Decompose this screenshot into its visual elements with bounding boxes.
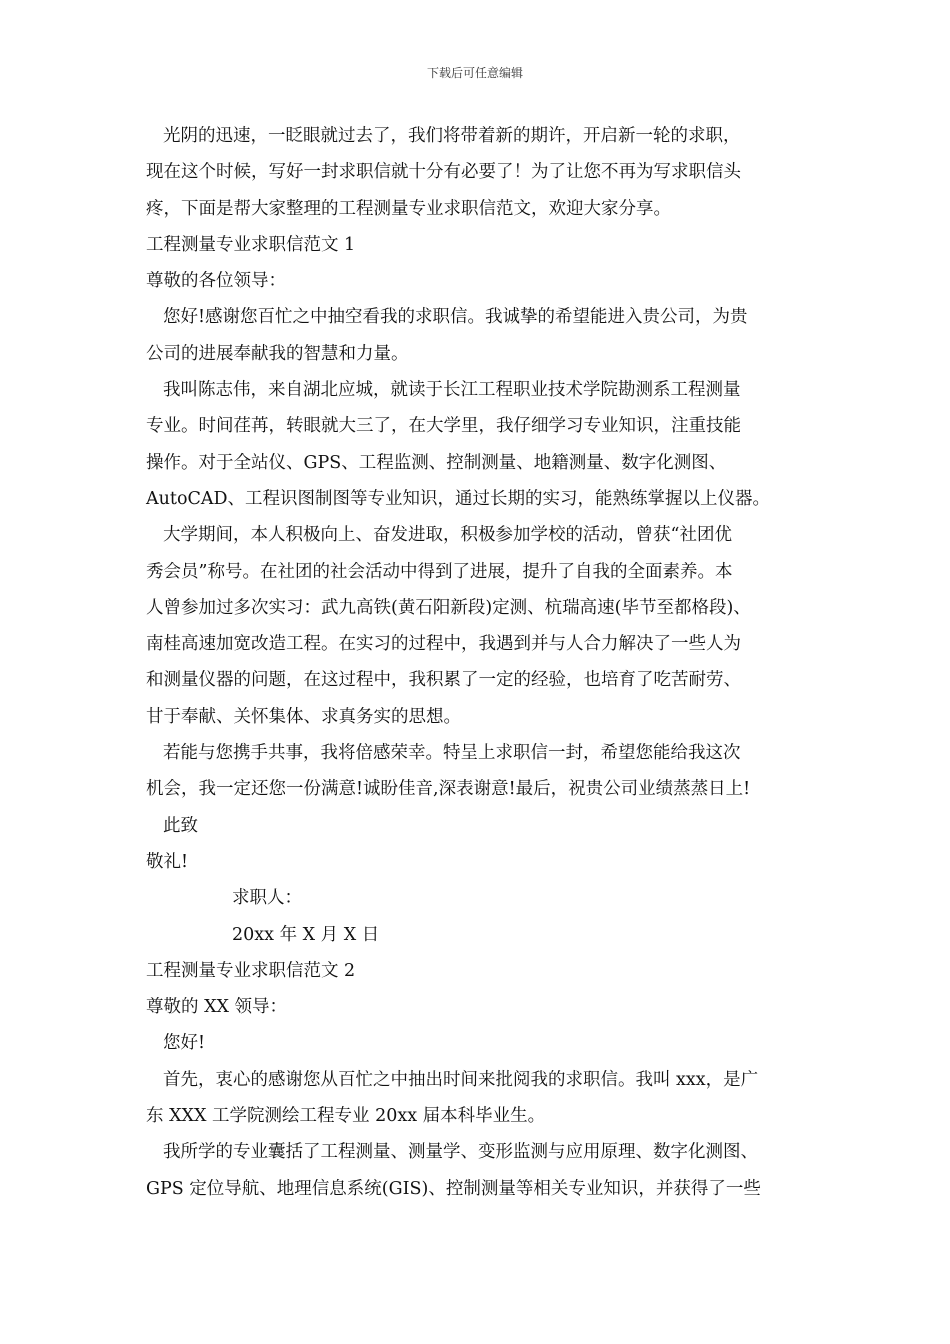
letter1-line: 甘于奉献、关怀集体、求真务实的思想。: [146, 706, 461, 727]
letter2-line: 东 XXX 工学院测绘工程专业 20xx 届本科毕业生。: [146, 1106, 546, 1127]
letter1-line: 秀会员”称号。在社团的社会活动中得到了进展，提升了自我的全面素养。本: [146, 561, 733, 582]
signature-label: 求职人：: [232, 888, 302, 909]
salutation-2: 尊敬的 XX 领导：: [146, 997, 288, 1018]
letter2-line: 我所学的专业囊括了工程测量、测量学、变形监测与应用原理、数字化测图、: [163, 1142, 758, 1163]
letter1-line: 您好!感谢您百忙之中抽空看我的求职信。我诚挚的希望能进入贵公司，为贵: [163, 307, 748, 328]
letter1-line: 公司的进展奉献我的智慧和力量。: [146, 343, 409, 364]
intro-line-2: 现在这个时候，写好一封求职信就十分有必要了！为了让您不再为写求职信头: [146, 162, 741, 183]
document-body: [146, 118, 826, 1207]
letter1-line: 大学期间，本人积极向上、奋发进取，积极参加学校的活动，曾获“社团优: [163, 525, 732, 546]
letter1-line: 专业。时间荏苒，转眼就大三了，在大学里，我仔细学习专业知识，注重技能: [146, 416, 741, 437]
letter1-line: 机会，我一定还您一份满意!诚盼佳音,深表谢意!最后，祝贵公司业绩蒸蒸日上!: [146, 779, 751, 800]
letter1-line: 操作。对于全站仪、GPS、工程监测、控制测量、地籍测量、数字化测图、: [146, 452, 727, 473]
letter1-line: 人曾参加过多次实习：武九高铁(黄石阳新段)定测、杭瑞高速(毕节至都格段)、: [146, 597, 751, 618]
intro-line-3: 疼，下面是帮大家整理的工程测量专业求职信范文，欢迎大家分享。: [146, 198, 671, 219]
greeting-2: 您好!: [163, 1033, 206, 1054]
letter1-line: 若能与您携手共事，我将倍感荣幸。特呈上求职信一封，希望您能给我这次: [163, 743, 741, 764]
intro-line-1: 光阴的迅速，一眨眼就过去了，我们将带着新的期许，开启新一轮的求职，: [163, 126, 741, 146]
letter1-line: 我叫陈志伟，来自湖北应城，就读于长江工程职业技术学院勘测系工程测量: [163, 380, 741, 401]
signature-date: 20xx 年 X 月 X 日: [232, 924, 380, 945]
letter1-line: 和测量仪器的问题，在这过程中，我积累了一定的经验，也培育了吃苦耐劳、: [146, 670, 741, 691]
section-title-1: 工程测量专业求职信范文 1: [146, 234, 356, 255]
section-title-2: 工程测量专业求职信范文 2: [146, 960, 356, 981]
page-header: 下载后可任意编辑: [426, 66, 523, 80]
letter2-line: 首先，衷心的感谢您从百忙之中抽出时间来批阅我的求职信。我叫 xxx，是广: [163, 1069, 759, 1090]
closing-phrase: 此致: [163, 815, 198, 836]
closing-salute: 敬礼!: [146, 851, 189, 872]
letter1-line: 南桂高速加宽改造工程。在实习的过程中，我遇到并与人合力解决了一些人为: [146, 634, 741, 655]
salutation-1: 尊敬的各位领导：: [146, 271, 286, 292]
letter1-line: AutoCAD、工程识图制图等专业知识，通过长期的实习，能熟练掌握以上仪器。: [146, 488, 771, 509]
letter2-line: GPS 定位导航、地理信息系统(GIS)、控制测量等相关专业知识，并获得了一些: [146, 1178, 761, 1199]
